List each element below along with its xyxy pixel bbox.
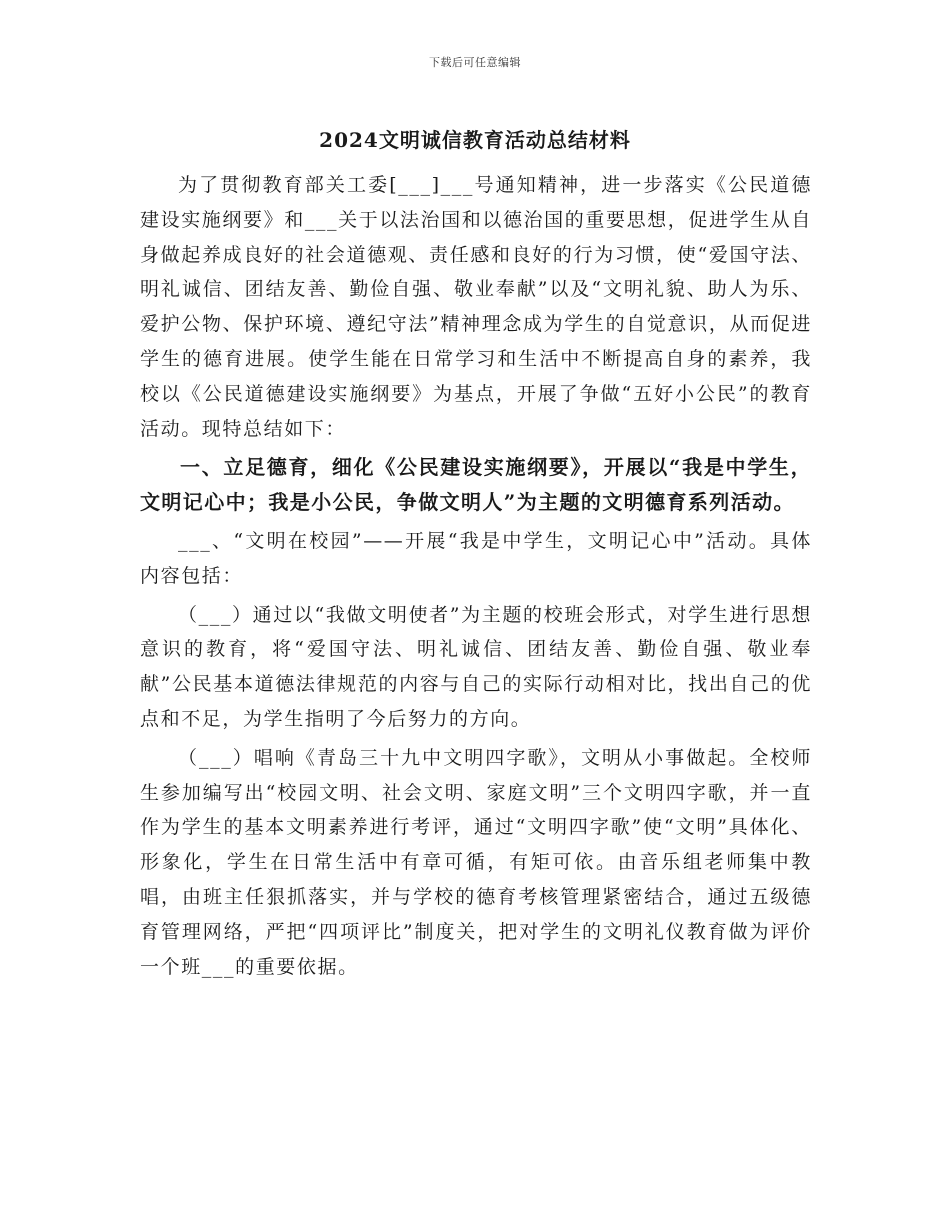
- item-paragraph-1: （___）通过以“我做文明使者”为主题的校班会形式，对学生进行思想意识的教育，将“爱国守法、明礼诚信、团结友善、勤俭自强、敬业奉献”公民基本道德法律规范的内容与自己的实际行动相对比，找出自己的优点和不足，为学生指明了今后努力的方向。: [140, 603, 812, 730]
- intro-paragraph: 为了贯彻教育部关工委[___]___号通知精神，进一步落实《公民道德建设实施纲要》和___关于以法治国和以德治国的重要思想，促进学生从自身做起养成良好的社会道德观、责任感和良好的行为习惯，使“爱国守法、明礼诚信、团结友善、勤俭自强、敬业奉献”以及“文明礼貌、助人为乐、爱护公物、保护环境、遵纪守法”精神理念成为学生的自觉意识，从而促进学生的德育进展。使学生能在日常学习和生活中不断提高自身的素养，我校以《公民道德建设实施纲要》为基点，开展了争做“五好小公民”的教育活动。现特总结如下：: [140, 174, 812, 440]
- document-body: [140, 168, 812, 984]
- document-title: 2024文明诚信教育活动总结材料: [319, 128, 631, 152]
- header-note: 下载后可任意编辑: [429, 56, 521, 69]
- subsection-paragraph: ___、“文明在校园”——开展“我是中学生，文明记心中”活动。具体内容包括：: [140, 529, 812, 587]
- item-paragraph-2: （___）唱响《青岛三十九中文明四字歌》，文明从小事做起。全校师生参加编写出“校园文明、社会文明、家庭文明”三个文明四字歌，并一直作为学生的基本文明素养进行考评，通过“文明四字歌”使“文明”具体化、形象化，学生在日常生活中有章可循，有矩可依。由音乐组老师集中教唱，由班主任狠抓落实，并与学校的德育考核管理紧密结合，通过五级德育管理网络，严把“四项评比”制度关，把对学生的文明礼仪教育做为评价一个班___的重要依据。: [140, 746, 812, 978]
- section-heading: 一、立足德育，细化《公民建设实施纲要》，开展以“我是中学生，文明记心中；我是小公民，争做文明人”为主题的文明德育系列活动。: [140, 455, 812, 515]
